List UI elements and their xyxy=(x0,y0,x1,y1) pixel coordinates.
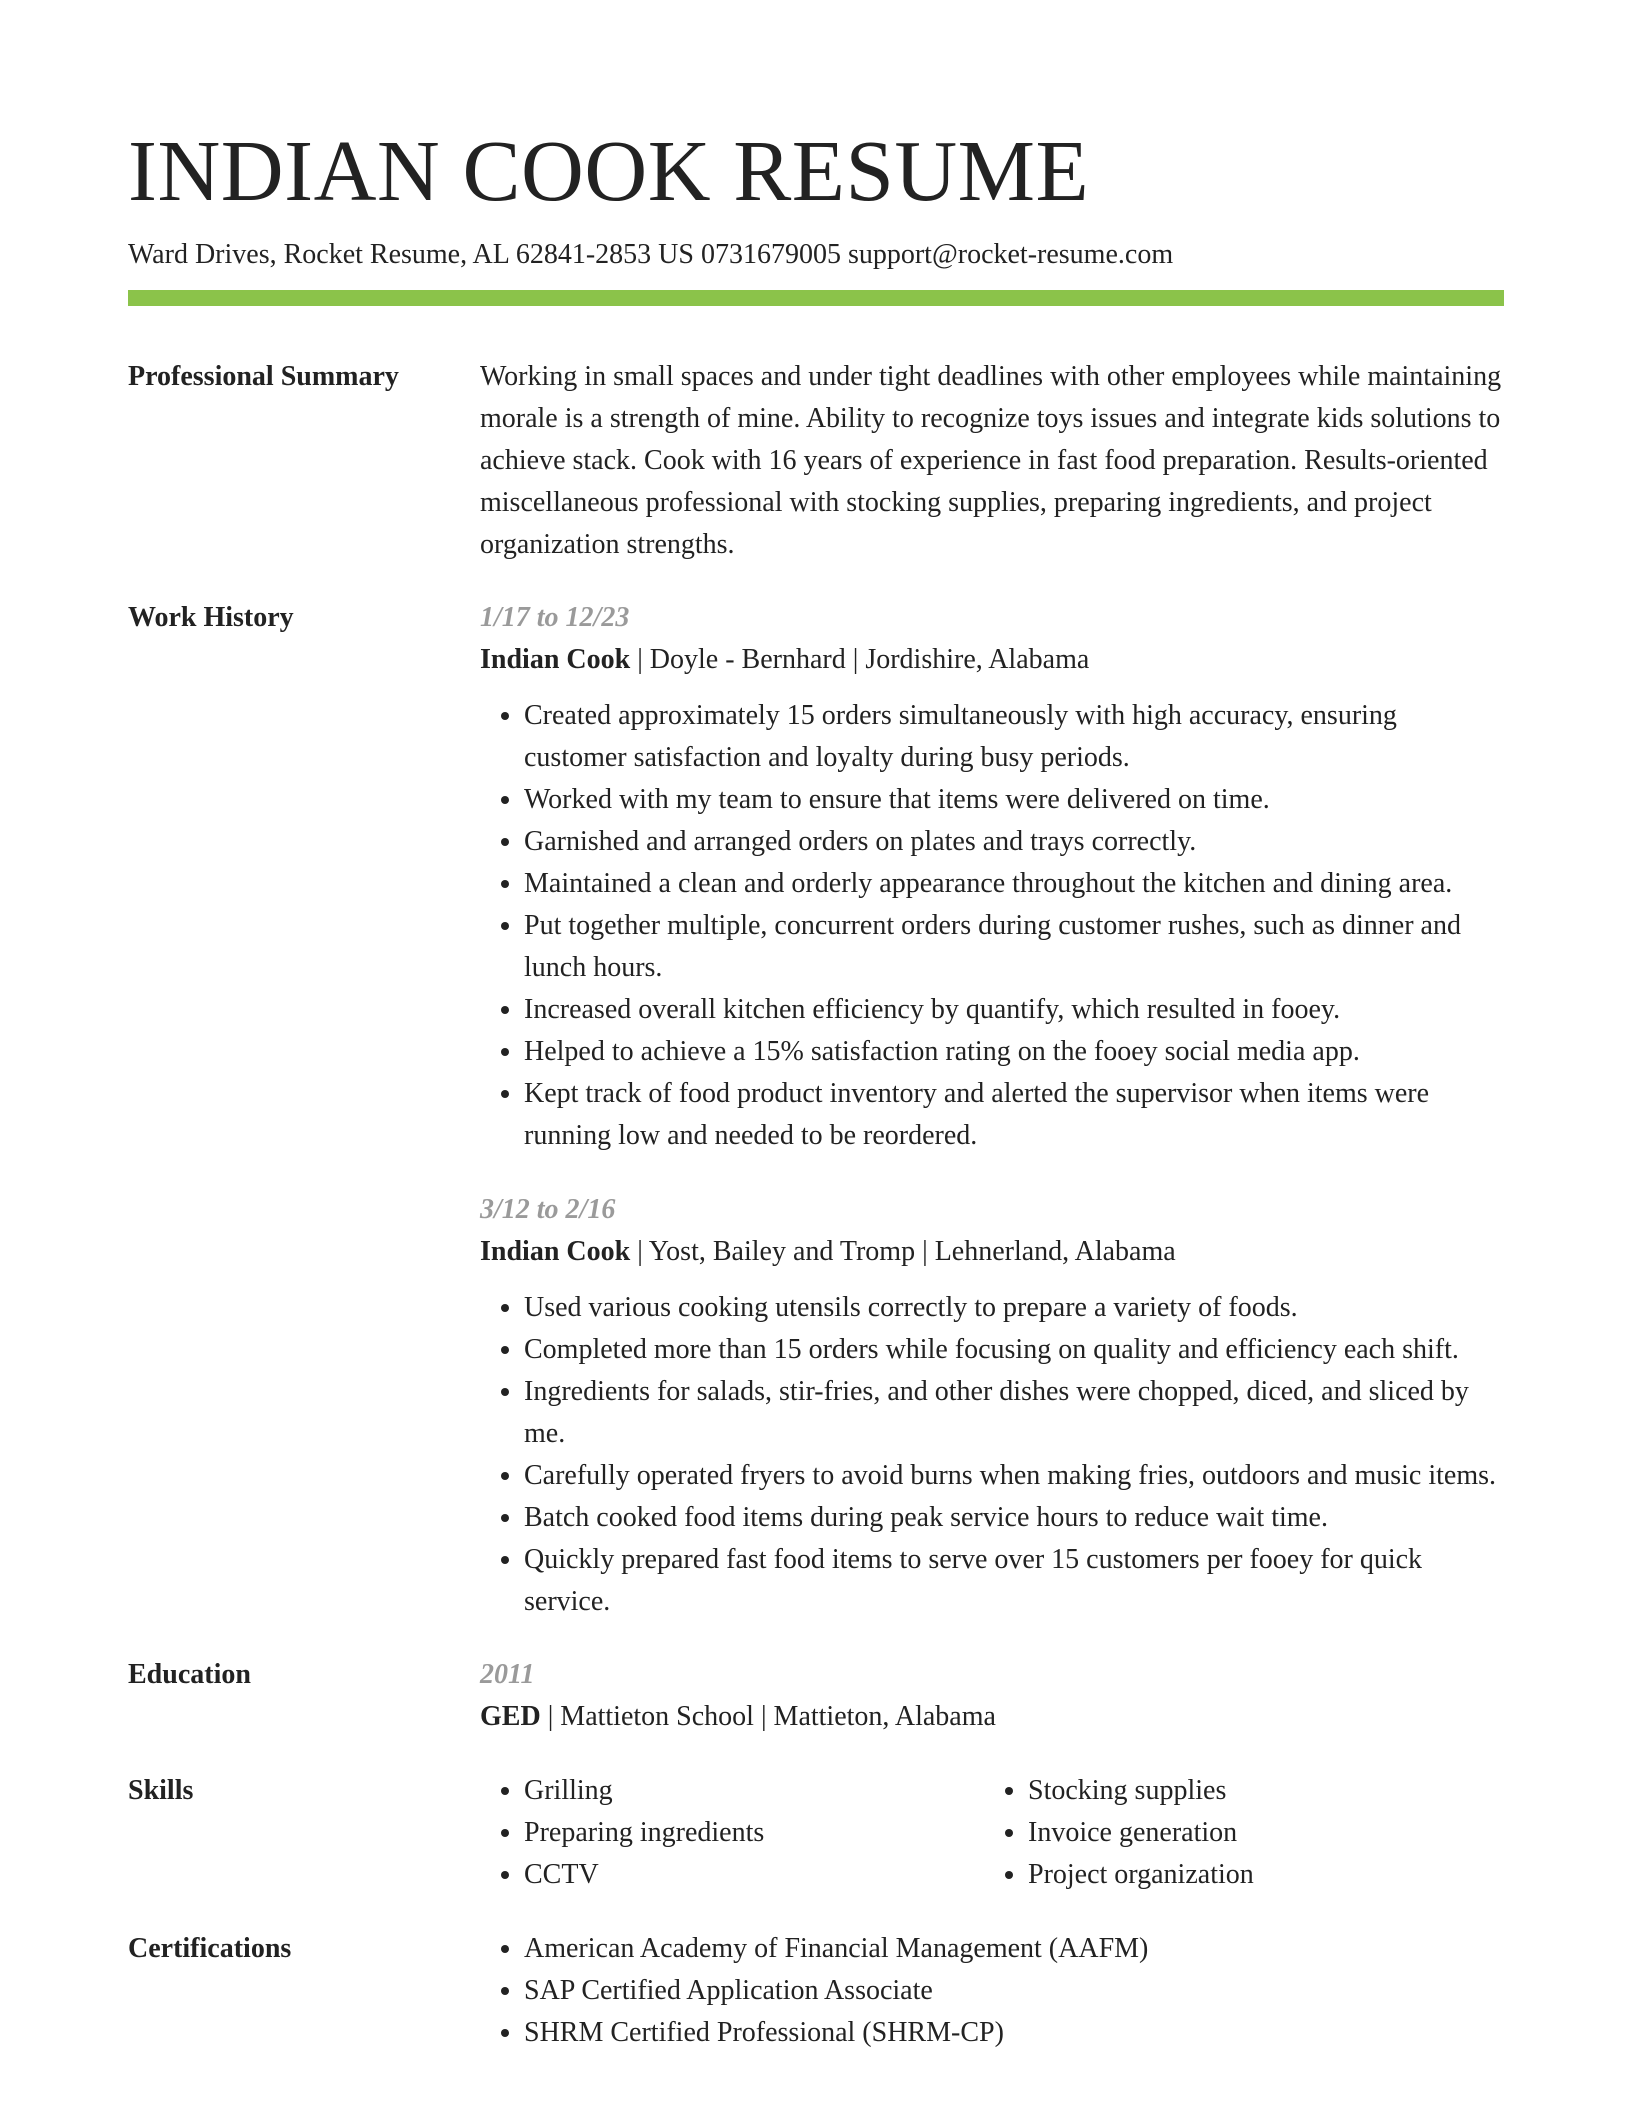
job-bullet: • Helped to achieve a 15% satisfaction rating on the fooey social media app. xyxy=(524,1031,1504,1073)
section-label-certifications: Certifications xyxy=(128,1933,292,1964)
job-bullet: • Maintained a clean and orderly appearance throughout the kitchen and dining area. xyxy=(524,863,1504,905)
skills-column-left xyxy=(480,1770,984,1896)
job-bullet-list xyxy=(480,1287,1504,1623)
skill-item: • CCTV xyxy=(524,1854,984,1896)
work-history-body xyxy=(480,597,1504,1623)
job-dates: 1/17 to 12/23 xyxy=(480,602,630,633)
job-employer-location: | Doyle - Bernhard | Jordishire, Alabama xyxy=(630,644,1090,675)
skills-body xyxy=(480,1770,1504,1896)
contact-line: Ward Drives, Rocket Resume, AL 62841-2853 US 0731679005 support@rocket-resume.com xyxy=(128,239,1174,270)
job-bullet: • Completed more than 15 orders while focusing on quality and efficiency each shift. xyxy=(524,1329,1504,1371)
job-bullet: • Put together multiple, concurrent orders during customer rushes, such as dinner and lunch hours. xyxy=(524,905,1504,989)
section-professional-summary xyxy=(128,356,1504,566)
education-school-location: | Mattieton School | Mattieton, Alabama xyxy=(540,1701,996,1732)
skill-item: • Preparing ingredients xyxy=(524,1812,984,1854)
skill-item: • Grilling xyxy=(524,1770,984,1812)
education-degree: GED xyxy=(480,1701,541,1732)
job-entry xyxy=(480,597,1504,1157)
section-label-skills: Skills xyxy=(128,1775,194,1806)
job-bullet: • Created approximately 15 orders simultaneously with high accuracy, ensuring customer satisfaction and loyalty during busy periods. xyxy=(524,695,1504,779)
section-label-summary: Professional Summary xyxy=(128,361,399,392)
skill-item: • Invoice generation xyxy=(1028,1812,1488,1854)
education-heading xyxy=(480,1696,1504,1738)
skill-item: • Stocking supplies xyxy=(1028,1770,1488,1812)
job-bullet: • Ingredients for salads, stir-fries, and other dishes were chopped, diced, and sliced by me. xyxy=(524,1371,1504,1455)
accent-divider xyxy=(128,290,1504,306)
job-dates: 3/12 to 2/16 xyxy=(480,1194,616,1225)
certification-item: • American Academy of Financial Management (AAFM) xyxy=(524,1928,1504,1970)
job-bullet: • Carefully operated fryers to avoid burns when making fries, outdoors and music items. xyxy=(524,1455,1504,1497)
job-heading xyxy=(480,1231,1504,1273)
summary-text: Working in small spaces and under tight deadlines with other employees while maintaining morale is a strength of mine. Ability to recognize toys issues and integrate kids solutions to achieve stack. Cook with 16 years of experience in fast food preparation. Results-oriented miscellaneous professional with stocking supplies, preparing ingredients, and project organization strengths. xyxy=(480,361,1502,560)
skills-column-right xyxy=(984,1770,1488,1896)
job-bullet: • Worked with my team to ensure that items were delivered on time. xyxy=(524,779,1504,821)
education-year: 2011 xyxy=(480,1659,535,1690)
job-bullet: • Quickly prepared fast food items to serve over 15 customers per fooey for quick service. xyxy=(524,1539,1504,1623)
section-label-work-history: Work History xyxy=(128,602,294,633)
job-bullet-list xyxy=(480,695,1504,1157)
job-bullet: • Garnished and arranged orders on plates and trays correctly. xyxy=(524,821,1504,863)
section-skills xyxy=(128,1770,1504,1896)
section-certifications xyxy=(128,1928,1504,2054)
job-employer-location: | Yost, Bailey and Tromp | Lehnerland, Alabama xyxy=(630,1236,1176,1267)
resume-page xyxy=(128,0,1504,2054)
education-body xyxy=(480,1654,1504,1738)
job-bullet: • Batch cooked food items during peak service hours to reduce wait time. xyxy=(524,1497,1504,1539)
job-bullet: • Increased overall kitchen efficiency by quantify, which resulted in fooey. xyxy=(524,989,1504,1031)
section-label-education: Education xyxy=(128,1659,251,1690)
certification-item: • SHRM Certified Professional (SHRM-CP) xyxy=(524,2012,1504,2054)
section-work-history xyxy=(128,597,1504,1623)
job-heading xyxy=(480,639,1504,681)
certification-item: • SAP Certified Application Associate xyxy=(524,1970,1504,2012)
summary-body xyxy=(480,356,1504,566)
job-bullet: • Kept track of food product inventory and alerted the supervisor when items were running low and needed to be reordered. xyxy=(524,1073,1504,1157)
job-bullet: • Used various cooking utensils correctly to prepare a variety of foods. xyxy=(524,1287,1504,1329)
section-education xyxy=(128,1654,1504,1738)
resume-title: INDIAN COOK RESUME xyxy=(128,122,1090,219)
job-title: Indian Cook xyxy=(480,1236,631,1267)
skill-item: • Project organization xyxy=(1028,1854,1488,1896)
job-entry xyxy=(480,1189,1504,1623)
certification-list xyxy=(480,1928,1504,2054)
certifications-body xyxy=(480,1928,1504,2054)
job-title: Indian Cook xyxy=(480,644,631,675)
